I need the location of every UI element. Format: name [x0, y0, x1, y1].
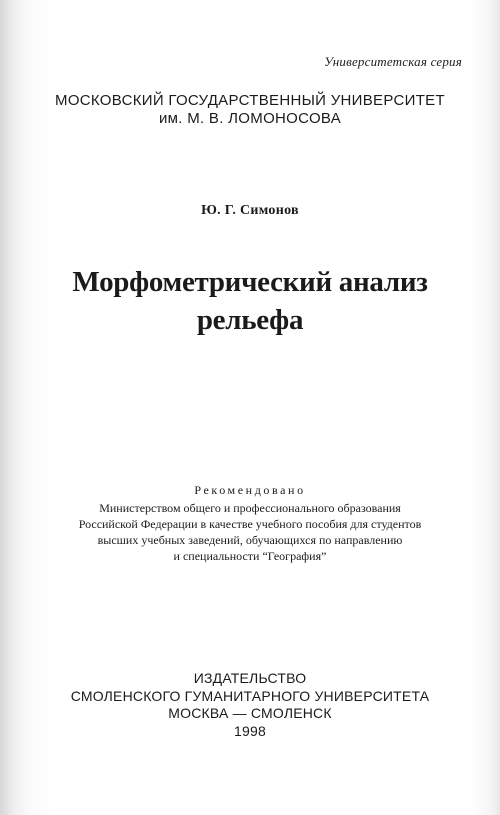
book-title-line-2: рельефа: [196, 304, 304, 336]
university-line-1: МОСКОВСКИЙ ГОСУДАРСТВЕННЫЙ УНИВЕРСИТЕТ: [55, 92, 445, 109]
publisher-block: [0, 670, 500, 740]
recommendation-line-1: Министерством общего и профессионального образования: [99, 501, 401, 515]
publication-year: 1998: [234, 722, 266, 739]
recommendation-line-4: и специальности “География”: [173, 549, 327, 563]
recommendation-line-3: высших учебных заведений, обучающихся по направлению: [97, 533, 403, 547]
recommended-heading: Рекомендовано: [194, 483, 306, 497]
recommendation-line-2: Российской Федерации в качестве учебного пособия для студентов: [78, 517, 422, 531]
publisher-line-2: СМОЛЕНСКОГО ГУМАНИТАРНОГО УНИВЕРСИТЕТА: [70, 687, 430, 704]
author-name: Ю. Г. Симонов: [201, 203, 299, 218]
publication-city: МОСКВА — СМОЛЕНСК: [168, 705, 332, 721]
series-label: Университетская серия: [324, 54, 462, 69]
publisher-line-1: ИЗДАТЕЛЬСТВО: [193, 670, 307, 686]
book-title: [0, 263, 500, 339]
book-title-line-1: Морфометрический анализ: [72, 266, 428, 298]
university-line-2: им. М. В. ЛОМОНОСОВА: [158, 110, 342, 127]
university-name: [0, 92, 500, 128]
recommendation-text: [0, 500, 500, 564]
